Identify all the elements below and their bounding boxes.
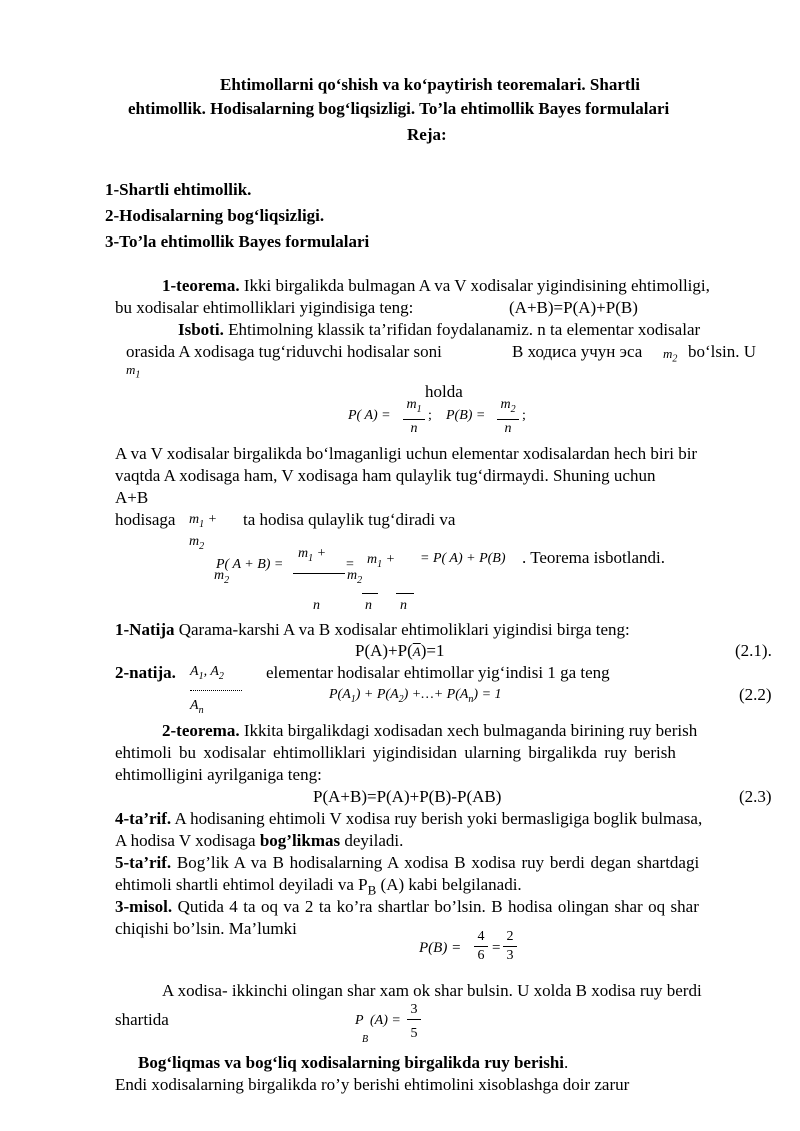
example-3-label: 3-misol. bbox=[115, 897, 173, 916]
m1-sub: 1 bbox=[135, 369, 141, 381]
formula-sum-lhs: P( A + B) = bbox=[216, 557, 284, 572]
theorem-1-text: Ikki birgalikda bulmagan A va V xodisalar yigindisining ehtimolligi, bbox=[239, 276, 710, 295]
m2p-symbol: m bbox=[189, 534, 200, 549]
para-av-line-4: hodisaga bbox=[115, 510, 176, 529]
theorem-2 bbox=[162, 721, 775, 741]
proof-m2 bbox=[663, 346, 677, 365]
def-5-l2c: (A) kabi belgilanadi. bbox=[376, 875, 522, 894]
sum-n3: n bbox=[400, 598, 407, 613]
f-1: 1 bbox=[350, 693, 356, 705]
frac-num bbox=[497, 397, 519, 418]
formula-sum-bar bbox=[293, 573, 345, 574]
an-sub: n bbox=[198, 704, 204, 716]
sum-m2: m bbox=[214, 568, 225, 583]
natija-2-formula bbox=[329, 687, 502, 705]
sum-n1: n bbox=[313, 598, 320, 613]
natija-2-text: elementar hodisalar ehtimollar yig‘indisi 1 ga teng bbox=[266, 663, 610, 682]
plan-item-2: 2-Hodisalarning bog‘liqsizligi. bbox=[105, 206, 325, 225]
m2p-sub: 2 bbox=[199, 540, 205, 552]
f-2: 2 bbox=[398, 693, 404, 705]
frac-num: 4 bbox=[477, 929, 485, 944]
frac-den: 5 bbox=[410, 1026, 418, 1041]
formula-sum-rhs: = P( A) + P(B) bbox=[420, 551, 506, 566]
example-3-frac-3 bbox=[407, 1002, 421, 1042]
m2-symbol: m bbox=[663, 346, 673, 361]
an: A bbox=[190, 698, 199, 713]
f-n: n bbox=[468, 693, 474, 705]
example-3 bbox=[115, 897, 699, 917]
formula-sum-eq: = bbox=[346, 557, 354, 572]
theorem-2-formula: P(A+B)=P(A)+P(B)-P(AB) bbox=[313, 787, 502, 806]
example-3-frac-2 bbox=[503, 929, 517, 964]
natija-1-text: Qarama-karshi A va B xodisalar ehtimoliklari yigindisi birga teng: bbox=[174, 620, 630, 639]
frac-num: 2 bbox=[506, 929, 514, 944]
def-4-l2a: A hodisa V xodisaga bbox=[115, 831, 260, 850]
natija-2-number: (2.2) bbox=[739, 685, 772, 704]
frac-den: 3 bbox=[506, 948, 514, 963]
example-3-pb: P(B) = bbox=[419, 940, 462, 956]
sum-t3: m bbox=[347, 568, 358, 583]
proof bbox=[178, 320, 700, 340]
theorem-2-line-2: ehtimoli bu xodisalar ehtimolliklari yigindisidan ularning birgalikda ruy berish bbox=[115, 743, 676, 762]
frac-bar bbox=[407, 1019, 421, 1020]
def-4-l1: A hodisaning ehtimoli V xodisa ruy berish yoki bermasligiga boglik bulmasa, bbox=[171, 809, 703, 828]
def-5 bbox=[115, 853, 699, 873]
example-3-pba: P bbox=[355, 1013, 364, 1028]
sum-t3-sub: 2 bbox=[357, 574, 363, 586]
formula-sum-t3 bbox=[347, 568, 362, 586]
natija-2-an bbox=[190, 698, 204, 716]
proof-line-2b: В ходиса учун эса bbox=[512, 342, 643, 361]
def-5-l2sub: B bbox=[367, 882, 377, 898]
def-5-l2: ehtimoli shartli ehtimol deyiladi va P bbox=[115, 875, 368, 894]
title-line-1: Ehtimollarni qo‘shish va ko‘paytirish teoremalari. Shartli bbox=[220, 75, 640, 94]
def-4-l2b: bog’likmas bbox=[259, 831, 341, 850]
example-3-pba-rest: (A) = bbox=[370, 1013, 401, 1028]
frac-num-m: m bbox=[406, 397, 417, 412]
n1-formula-a: P(A)+P( bbox=[355, 641, 413, 660]
example-3-eq: = bbox=[492, 940, 501, 956]
theorem-1-line-2: bu xodisalar ehtimolliklari yigindisiga teng: bbox=[115, 298, 414, 317]
para-av-line-1: A va V xodisalar birgalikda bo‘lmaganligi uchun elementar xodisalardan hech biri bir bbox=[115, 444, 698, 463]
example-3-pba-sub: B bbox=[362, 1034, 369, 1045]
example-3-l1: Qutida 4 ta oq va 2 ta ko’ra shartlar bo’lsin. B hodisa olingan shar oq shar bbox=[172, 897, 699, 916]
example-3-line-2: chiqishi bo’lsin. Ma’lumki bbox=[115, 919, 297, 938]
example-3-line-3: A xodisa- ikkinchi olingan shar xam ok shar bulsin. U xolda B xodisa ruy berdi bbox=[162, 981, 702, 1000]
example-3-frac-1 bbox=[474, 929, 488, 964]
a1: A bbox=[190, 664, 199, 679]
natija-2-a1a2 bbox=[190, 664, 224, 682]
theorem-2-line-3: ehtimolligini ayrilganiga teng: bbox=[115, 765, 322, 784]
proof-line-2: orasida A xodisaga tug‘riduvchi hodisalar soni bbox=[126, 342, 442, 361]
sum-bar-2 bbox=[362, 593, 378, 594]
formula-sum-m2 bbox=[214, 568, 229, 586]
frac-num: 3 bbox=[410, 1002, 418, 1017]
formula-pa-fraction bbox=[403, 397, 425, 437]
natija-1-label: 1-Natija bbox=[115, 620, 175, 639]
frac-bar bbox=[497, 419, 519, 420]
m1p-symbol: m bbox=[189, 512, 200, 527]
def-4-l2c: deyiladi. bbox=[340, 831, 404, 850]
def-4 bbox=[115, 809, 702, 829]
plan-heading: Reja: bbox=[407, 125, 447, 144]
frac-den: 6 bbox=[477, 948, 485, 963]
title-line-2: ehtimollik. Hodisalarning bog‘liqsizligi. To’la ehtimollik Bayes formulalari bbox=[128, 99, 670, 118]
natija-1 bbox=[115, 620, 630, 640]
sum-num-sub: 1 bbox=[308, 552, 314, 564]
sum-m2-sub: 2 bbox=[224, 574, 230, 586]
proof-holda: holda bbox=[425, 382, 463, 401]
sum-t2-sub: 1 bbox=[377, 558, 383, 570]
m1-symbol: m bbox=[126, 362, 136, 377]
m2-term bbox=[189, 534, 204, 552]
f-mid-2: ) +…+ P(A bbox=[403, 687, 469, 702]
example-3-line-4: shartida bbox=[115, 1010, 169, 1029]
para-av-line-2: vaqtda A xodisaga ham, V xodisaga ham qulaylik tug‘dirmaydi. Shuning uchun bbox=[115, 466, 656, 485]
a1-sub: 1 bbox=[198, 670, 204, 682]
theorem-2-l1: Ikkita birgalikdagi xodisadan xech bulmaganda birining ruy berish bbox=[239, 721, 698, 740]
frac-num-sub: 1 bbox=[416, 403, 422, 415]
theorem-2-label: 2-teorema. bbox=[162, 721, 240, 740]
section-heading bbox=[138, 1053, 568, 1073]
natija-2-label: 2-natija. bbox=[115, 663, 176, 682]
frac-bar bbox=[474, 946, 488, 947]
natija-1-number: (2.1). bbox=[735, 641, 772, 660]
proof-m1 bbox=[126, 362, 140, 381]
sum-n2: n bbox=[365, 598, 372, 613]
f-p: P(A bbox=[329, 687, 351, 702]
m1-plus bbox=[189, 512, 217, 530]
frac-bar bbox=[503, 946, 517, 947]
para-av-line-3: A+B bbox=[115, 488, 149, 507]
theorem-2-number: (2.3) bbox=[739, 787, 772, 806]
def-5-l1: Bog’lik A va B hodisalarning A xodisa B xodisa ruy berdi degan shartdagi bbox=[171, 853, 700, 872]
n1-formula-b: )=1 bbox=[420, 641, 445, 660]
f-mid-1: ) + P(A bbox=[355, 687, 399, 702]
sum-num-plus: + bbox=[313, 546, 327, 561]
frac-den: n bbox=[410, 420, 418, 436]
proof-text: Ehtimolning klassik ta’rifidan foydalanamiz. n ta elementar xodisalar bbox=[223, 320, 701, 339]
sum-t2-plus: + bbox=[382, 552, 396, 567]
natija-2-dots bbox=[190, 690, 242, 691]
frac-num bbox=[403, 397, 425, 418]
section-text: Endi xodisalarning birgalikda ro’y berishi ehtimolini xisoblashga doir zarur bbox=[115, 1075, 630, 1094]
theorem-1-formula: (A+B)=P(A)+P(B) bbox=[509, 298, 638, 317]
m1p-sub: 1 bbox=[199, 518, 205, 530]
proof-line-2c: bo‘lsin. U bbox=[688, 342, 756, 361]
formula-sum-tail: . Teorema isbotlandi. bbox=[522, 548, 665, 567]
formula-sum-num bbox=[298, 546, 326, 564]
formula-sep: ; bbox=[428, 408, 432, 423]
comma: , bbox=[203, 664, 211, 679]
sum-bar-3 bbox=[396, 593, 414, 594]
n1-formula-abar: $\overline{A}$ bbox=[412, 644, 421, 659]
natija-1-formula bbox=[355, 641, 444, 662]
theorem-1 bbox=[162, 276, 710, 296]
formula-pb-fraction bbox=[497, 397, 519, 437]
frac-num-sub: 2 bbox=[510, 403, 516, 415]
section-heading-text: Bog‘liqmas va bog‘liq xodisalarning birgalikda ruy berishi bbox=[138, 1053, 565, 1072]
formula-end: ; bbox=[522, 408, 526, 423]
formula-sum-t2 bbox=[367, 552, 395, 570]
plan-item-3: 3-To’la ehtimollik Bayes formulalari bbox=[105, 232, 370, 251]
frac-bar bbox=[403, 419, 425, 420]
para-av-line-4b: ta hodisa qulaylik tug‘diradi va bbox=[243, 510, 456, 529]
plan-item-1: 1-Shartli ehtimollik. bbox=[105, 180, 252, 199]
sum-num-m: m bbox=[298, 546, 309, 561]
def-4-label: 4-ta’rif. bbox=[115, 809, 172, 828]
frac-den: n bbox=[504, 420, 512, 436]
sum-t2: m bbox=[367, 552, 378, 567]
f-end: ) = 1 bbox=[473, 687, 502, 702]
proof-label: Isboti. bbox=[178, 320, 224, 339]
plus-sign: + bbox=[204, 512, 218, 527]
theorem-1-label: 1-teorema. bbox=[162, 276, 240, 295]
frac-num-m: m bbox=[500, 397, 511, 412]
m2-sub: 2 bbox=[672, 353, 678, 365]
formula-pa-lhs: P( A) = bbox=[348, 408, 391, 423]
def-4-line-2 bbox=[115, 831, 403, 851]
section-heading-dot: . bbox=[564, 1053, 569, 1072]
def-5-label: 5-ta’rif. bbox=[115, 853, 172, 872]
formula-pb-lhs: P(B) = bbox=[446, 408, 486, 423]
a2-sub: 2 bbox=[218, 670, 224, 682]
a2: A bbox=[210, 664, 219, 679]
